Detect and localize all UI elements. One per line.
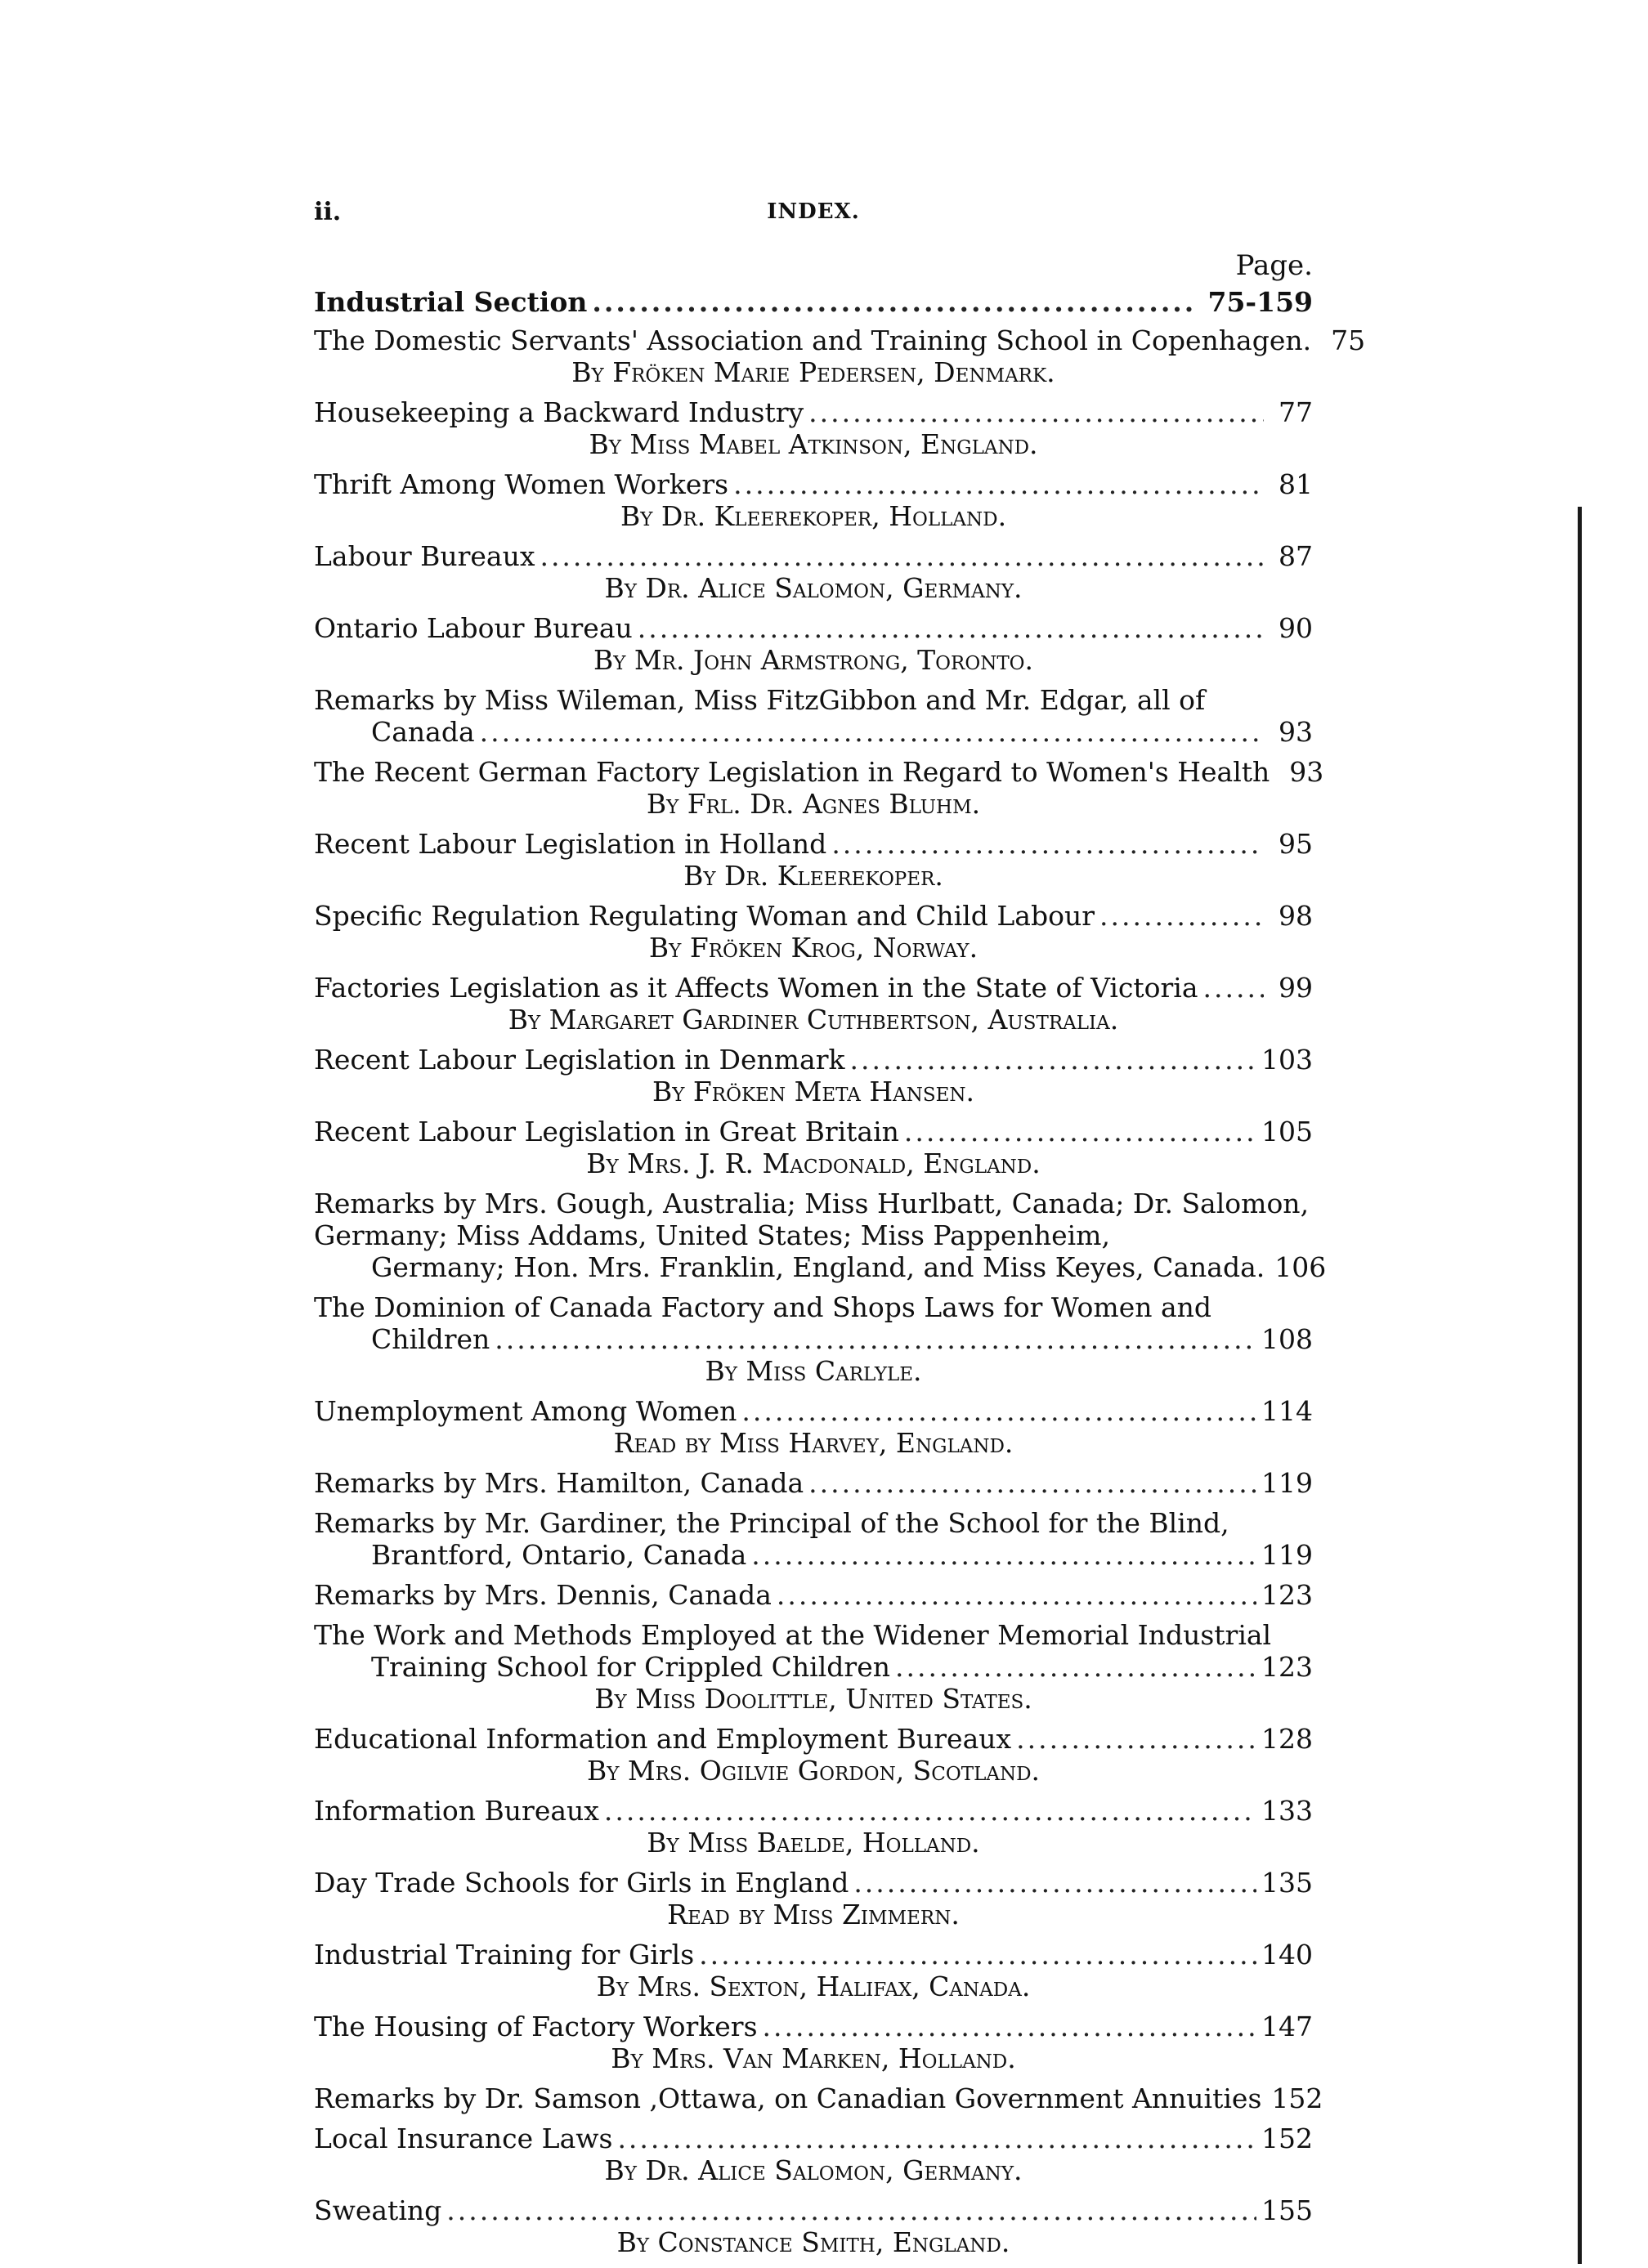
entry-author: By Mrs. Sexton, Halifax, Canada. bbox=[596, 1971, 1031, 2002]
entry-line bbox=[314, 1795, 1313, 1827]
entry-page-number: 87 bbox=[1279, 540, 1313, 572]
entry-author: By Miss Doolittle, United States. bbox=[594, 1683, 1032, 1715]
leader-dots bbox=[853, 1867, 1256, 1899]
index-entry bbox=[314, 1116, 1313, 1179]
entry-author: By Mr. John Armstrong, Toronto. bbox=[593, 644, 1034, 676]
entry-author: By Mrs. Van Marken, Holland. bbox=[611, 2042, 1016, 2074]
leader-dots bbox=[895, 1651, 1256, 1683]
index-entry bbox=[314, 684, 1313, 748]
page-column-header: Page. bbox=[1235, 249, 1313, 282]
entry-author: By Miss Baelde, Holland. bbox=[647, 1827, 980, 1859]
entry-author: By Mrs. J. R. Macdonald, England. bbox=[586, 1147, 1041, 1179]
leader-dots bbox=[446, 2194, 1256, 2226]
entry-title-continuation: Children bbox=[371, 1323, 490, 1355]
entry-author: By Fröken Meta Hansen. bbox=[652, 1076, 975, 1107]
entry-line bbox=[314, 1467, 1313, 1499]
entry-line bbox=[314, 1116, 1313, 1147]
entry-line bbox=[314, 468, 1313, 500]
index-entry bbox=[314, 1795, 1313, 1859]
index-entry bbox=[314, 972, 1313, 1036]
folio-number: ii. bbox=[314, 198, 342, 226]
entry-title: The Work and Methods Employed at the Widener Memorial Industrial bbox=[314, 1619, 1272, 1651]
entry-title: Remarks by Mrs. Dennis, Canada bbox=[314, 1579, 772, 1611]
entry-title: Factories Legislation as it Affects Women in the State of Victoria bbox=[314, 972, 1198, 1004]
entry-line bbox=[314, 2011, 1313, 2042]
entry-title: Specific Regulation Regulating Woman and Child Labour bbox=[314, 900, 1095, 932]
section-heading bbox=[314, 286, 1313, 318]
entry-title-continuation: Brantford, Ontario, Canada bbox=[371, 1539, 747, 1571]
index-entry bbox=[314, 1579, 1313, 1611]
entry-line bbox=[314, 828, 1313, 860]
leader-dots bbox=[751, 1539, 1256, 1571]
scan-margin-rule bbox=[1578, 507, 1582, 2264]
entry-page-number: 135 bbox=[1261, 1867, 1313, 1899]
entry-title: The Recent German Factory Legislation in Regard to Women's Health bbox=[314, 756, 1270, 788]
index-entry bbox=[314, 1723, 1313, 1787]
leader-dots bbox=[699, 1939, 1256, 1971]
entry-title: Recent Labour Legislation in Denmark bbox=[314, 1044, 845, 1076]
leader-dots bbox=[1016, 1723, 1256, 1755]
entry-title: Day Trade Schools for Girls in England bbox=[314, 1867, 849, 1899]
entry-author: By Fröken Marie Pedersen, Denmark. bbox=[571, 356, 1055, 388]
entry-line bbox=[314, 324, 1366, 356]
running-title: INDEX. bbox=[767, 199, 860, 224]
section-title: Industrial Section bbox=[314, 286, 588, 318]
entry-author: By Mrs. Ogilvie Gordon, Scotland. bbox=[586, 1755, 1041, 1787]
entry-page-number: 108 bbox=[1261, 1323, 1313, 1355]
index-entry bbox=[314, 396, 1313, 460]
entry-title: Recent Labour Legislation in Great Britain bbox=[314, 1116, 899, 1147]
index-entry bbox=[314, 1291, 1313, 1387]
index-entry bbox=[314, 1867, 1313, 1930]
entry-title: Recent Labour Legislation in Holland bbox=[314, 828, 827, 860]
index-entry bbox=[314, 1467, 1313, 1499]
leader-dots bbox=[617, 2123, 1256, 2154]
entry-page-number: 140 bbox=[1261, 1939, 1313, 1971]
entry-author: By Dr. Kleerekoper, Holland. bbox=[620, 500, 1007, 532]
entry-title: Local Insurance Laws bbox=[314, 2123, 613, 2154]
leader-dots bbox=[495, 1323, 1256, 1355]
entry-author: Read by Miss Zimmern. bbox=[667, 1899, 960, 1930]
index-entries bbox=[314, 324, 1366, 2258]
entry-title: Ontario Labour Bureau bbox=[314, 612, 633, 644]
index-entry bbox=[314, 2194, 1313, 2258]
entry-title: Remarks by Mrs. Hamilton, Canada bbox=[314, 1467, 804, 1499]
section-page-range: 75-159 bbox=[1207, 286, 1313, 318]
index-entry bbox=[314, 540, 1313, 604]
leader-dots bbox=[849, 1044, 1256, 1076]
entry-line bbox=[314, 540, 1313, 572]
entry-line bbox=[314, 972, 1313, 1004]
entry-title: The Domestic Servants' Association and Training School in Copenhagen. bbox=[314, 324, 1312, 356]
entry-page-number: 114 bbox=[1261, 1395, 1313, 1427]
entry-line bbox=[314, 1539, 1313, 1571]
entry-page-number: 106 bbox=[1274, 1251, 1327, 1283]
entry-line bbox=[314, 2194, 1313, 2226]
entry-line bbox=[314, 1044, 1313, 1076]
index-entry bbox=[314, 468, 1313, 532]
entry-page-number: 119 bbox=[1261, 1467, 1313, 1499]
leader-dots bbox=[808, 396, 1264, 428]
entry-title: Remarks by Dr. Samson ,Ottawa, on Canadian Government Annuities bbox=[314, 2082, 1262, 2114]
index-entry bbox=[314, 2011, 1313, 2074]
entry-page-number: 93 bbox=[1289, 756, 1324, 788]
entry-line bbox=[314, 396, 1313, 428]
entry-line bbox=[314, 1579, 1313, 1611]
entry-line bbox=[314, 1651, 1313, 1683]
entry-line bbox=[314, 2123, 1313, 2154]
entry-page-number: 123 bbox=[1261, 1651, 1313, 1683]
entry-line bbox=[314, 1323, 1313, 1355]
entry-author: By Miss Carlyle. bbox=[705, 1355, 922, 1387]
index-entry bbox=[314, 612, 1313, 676]
entry-page-number: 98 bbox=[1279, 900, 1313, 932]
leader-dots bbox=[480, 716, 1264, 748]
leader-dots bbox=[638, 612, 1264, 644]
entry-page-number: 90 bbox=[1279, 612, 1313, 644]
entry-title: Remarks by Miss Wileman, Miss FitzGibbon and Mr. Edgar, all of bbox=[314, 684, 1206, 716]
entry-author: Read by Miss Harvey, England. bbox=[613, 1427, 1014, 1459]
entry-page-number: 123 bbox=[1261, 1579, 1313, 1611]
entry-line bbox=[314, 900, 1313, 932]
index-page bbox=[314, 188, 1366, 2266]
leader-dots bbox=[592, 286, 1193, 318]
entry-title: The Housing of Factory Workers bbox=[314, 2011, 758, 2042]
entry-page-number: 147 bbox=[1261, 2011, 1313, 2042]
entry-page-number: 119 bbox=[1261, 1539, 1313, 1571]
index-entry bbox=[314, 2082, 1323, 2114]
entry-line bbox=[314, 1395, 1313, 1427]
entry-line bbox=[314, 1867, 1313, 1899]
index-entry bbox=[314, 828, 1313, 892]
entry-page-number: 95 bbox=[1279, 828, 1313, 860]
index-entry bbox=[314, 1188, 1327, 1283]
entry-title: Information Bureaux bbox=[314, 1795, 599, 1827]
entry-title-continuation: Canada bbox=[371, 716, 475, 748]
index-entry bbox=[314, 1395, 1313, 1459]
entry-author: By Dr. Alice Salomon, Germany. bbox=[604, 2154, 1023, 2186]
entry-line bbox=[314, 716, 1313, 748]
entry-page-number: 75 bbox=[1331, 324, 1366, 356]
running-head bbox=[314, 188, 1313, 230]
leader-dots bbox=[1099, 900, 1264, 932]
entry-page-number: 77 bbox=[1279, 396, 1313, 428]
entry-page-number: 99 bbox=[1279, 972, 1313, 1004]
entry-page-number: 103 bbox=[1261, 1044, 1313, 1076]
entry-title-continuation: Training School for Crippled Children bbox=[371, 1651, 890, 1683]
entry-author: By Dr. Kleerekoper. bbox=[683, 860, 943, 892]
entry-title: Remarks by Mr. Gardiner, the Principal of the School for the Blind, bbox=[314, 1507, 1229, 1539]
entry-author: By Frl. Dr. Agnes Bluhm. bbox=[646, 788, 981, 820]
index-entry bbox=[314, 1044, 1313, 1107]
entry-title: Unemployment Among Women bbox=[314, 1395, 737, 1427]
leader-dots bbox=[733, 468, 1264, 500]
entry-title: Labour Bureaux bbox=[314, 540, 535, 572]
entry-page-number: 93 bbox=[1279, 716, 1313, 748]
entry-page-number: 128 bbox=[1261, 1723, 1313, 1755]
entry-page-number: 155 bbox=[1261, 2194, 1313, 2226]
entry-line bbox=[314, 612, 1313, 644]
entry-title: Housekeeping a Backward Industry bbox=[314, 396, 804, 428]
index-entry bbox=[314, 1939, 1313, 2002]
leader-dots bbox=[741, 1395, 1256, 1427]
leader-dots bbox=[831, 828, 1264, 860]
entry-title-continuation: Germany; Hon. Mrs. Franklin, England, and Miss Keyes, Canada. bbox=[371, 1251, 1265, 1283]
index-entry bbox=[314, 1507, 1313, 1571]
entry-line bbox=[314, 1723, 1313, 1755]
leader-dots bbox=[1203, 972, 1265, 1004]
entry-title: Sweating bbox=[314, 2194, 442, 2226]
entry-title: Thrift Among Women Workers bbox=[314, 468, 729, 500]
entry-author: By Dr. Alice Salomon, Germany. bbox=[604, 572, 1023, 604]
index-entry bbox=[314, 1619, 1313, 1715]
entry-author: By Fröken Krog, Norway. bbox=[648, 932, 978, 964]
entry-page-number: 81 bbox=[1279, 468, 1313, 500]
entry-line bbox=[314, 1939, 1313, 1971]
leader-dots bbox=[540, 540, 1264, 572]
leader-dots bbox=[763, 2011, 1256, 2042]
leader-dots bbox=[904, 1116, 1256, 1147]
leader-dots bbox=[604, 1795, 1256, 1827]
index-entry bbox=[314, 756, 1324, 820]
entry-line bbox=[314, 1251, 1327, 1283]
entry-page-number: 152 bbox=[1271, 2082, 1323, 2114]
entry-page-number: 152 bbox=[1261, 2123, 1313, 2154]
index-entry bbox=[314, 2123, 1313, 2186]
leader-dots bbox=[808, 1467, 1256, 1499]
entry-line bbox=[314, 756, 1324, 788]
index-entry bbox=[314, 324, 1366, 388]
entry-title: Educational Information and Employment Bureaux bbox=[314, 1723, 1012, 1755]
entry-author: By Constance Smith, England. bbox=[616, 2226, 1010, 2258]
entry-author: By Miss Mabel Atkinson, England. bbox=[589, 428, 1038, 460]
entry-title: The Dominion of Canada Factory and Shops Laws for Women and bbox=[314, 1291, 1212, 1323]
leader-dots bbox=[777, 1579, 1256, 1611]
index-entry bbox=[314, 900, 1313, 964]
entry-title: Remarks by Mrs. Gough, Australia; Miss Hurlbatt, Canada; Dr. Salomon, Germany; Miss Addams, United States; Miss Pappenheim, bbox=[314, 1188, 1310, 1251]
entry-author: By Margaret Gardiner Cuthbertson, Australia. bbox=[508, 1004, 1119, 1036]
entry-title: Industrial Training for Girls bbox=[314, 1939, 695, 1971]
entry-page-number: 105 bbox=[1261, 1116, 1313, 1147]
entry-line bbox=[314, 2082, 1323, 2114]
entry-page-number: 133 bbox=[1261, 1795, 1313, 1827]
